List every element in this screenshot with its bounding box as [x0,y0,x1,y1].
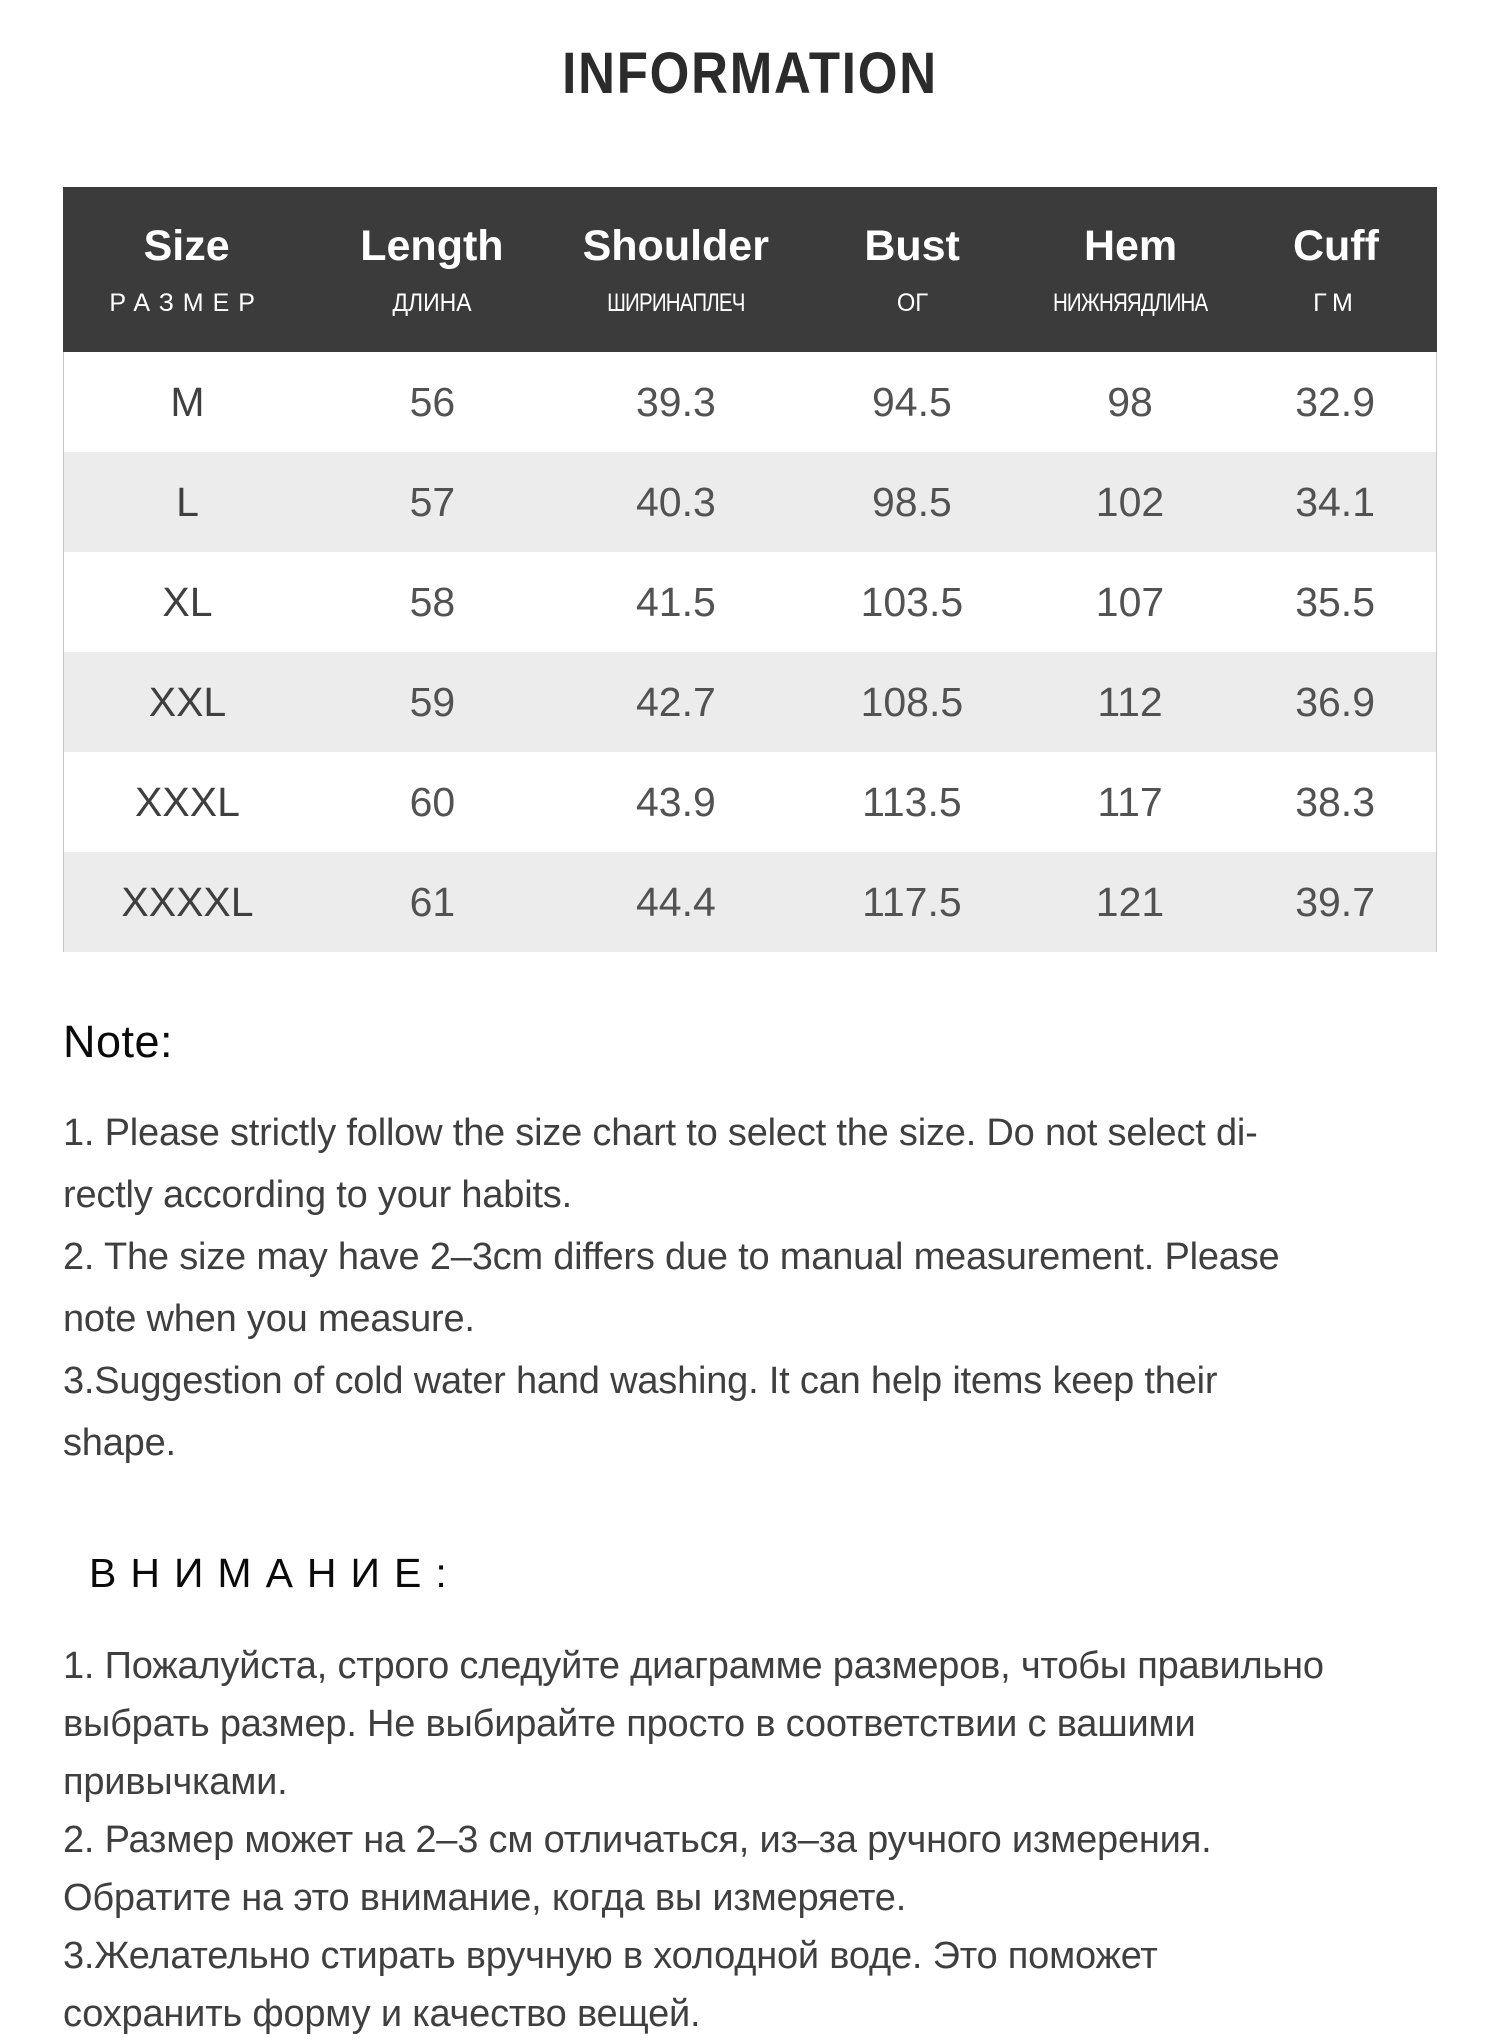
table-row-l [64,452,1436,552]
column-label-ru: НИЖНЯЯДЛИНА [1053,288,1208,317]
measurement-value: 94.5 [871,378,952,425]
measurement-value: 36.9 [1295,678,1376,725]
note-heading-ru: ВНИМАНИЕ: [89,1550,461,1596]
size-label: XXXL [135,778,240,825]
column-label-ru: РАЗМЕР [109,288,264,317]
measurement-value: 58 [409,578,456,625]
note-line: привычками. [63,1761,288,1803]
measurement-value: 98.5 [871,478,952,525]
measurement-value: 43.9 [635,778,716,825]
measurement-value: 35.5 [1295,578,1376,625]
measurement-value: 44.4 [635,878,716,925]
measurement-value: 38.3 [1295,778,1376,825]
column-header-size [63,222,310,318]
table-row-xxxxl [64,852,1436,952]
measurement-value: 34.1 [1295,478,1376,525]
note-line: shape. [63,1422,176,1464]
column-label-en: Length [360,221,504,270]
measurement-value: 39.7 [1295,878,1376,925]
table-row-xxxl [64,752,1436,852]
table-row-m [64,352,1436,452]
measurement-value: 121 [1095,878,1165,925]
size-label: L [176,478,199,525]
size-label: XXL [148,678,227,725]
measurement-value: 98 [1107,378,1153,425]
page-title: INFORMATION [562,41,938,106]
measurement-value: 117 [1097,778,1163,825]
table-row-xxl [64,652,1436,752]
measurement-value: 113.5 [862,778,962,825]
note-line: 3.Suggestion of cold water hand washing. It can help items keep their [63,1360,1218,1402]
column-label-ru: ГМ [1313,288,1359,317]
size-table-header [63,187,1437,352]
column-header-cuff [1235,222,1437,318]
note-line: 1. Пожалуйста, строго следуйте диаграмме размеров, чтобы правильно [63,1645,1324,1687]
note-line: Обратите на это внимание, когда вы измеряете. [63,1877,907,1919]
column-label-en: Shoulder [582,221,769,270]
measurement-value: 41.5 [635,578,716,625]
column-label-en: Size [143,221,230,270]
note-heading-en: Note: [63,1016,174,1067]
measurement-value: 102 [1095,478,1165,525]
measurement-value: 61 [409,878,456,925]
measurement-value: 42.7 [635,678,716,725]
size-label: XXXXL [121,878,254,925]
size-table-body [63,352,1437,952]
measurement-value: 107 [1095,578,1165,625]
column-label-en: Bust [864,221,960,270]
note-line: 1. Please strictly follow the size chart to select the size. Do not select di- [63,1112,1258,1154]
size-label: XL [162,578,213,625]
note-line: rectly according to your habits. [63,1174,572,1216]
column-label-ru: ОГ [896,288,928,317]
note-section-en [63,1016,1437,1474]
column-header-length [310,222,553,318]
measurement-value: 117.5 [862,878,962,925]
note-lines-en [63,1102,1437,1474]
column-header-bust [798,222,1026,318]
column-header-hem [1026,222,1235,318]
note-line: note when you measure. [63,1298,475,1340]
measurement-value: 112 [1097,678,1163,725]
column-label-en: Hem [1083,221,1178,270]
measurement-value: 40.3 [635,478,716,525]
column-label-ru: ШИРИНАПЛЕЧ [607,288,745,317]
measurement-value: 60 [409,778,456,825]
note-lines-ru [63,1637,1437,2043]
note-line: 2. Размер может на 2–3 см отличаться, из–за ручного измерения. [63,1819,1212,1861]
measurement-value: 59 [409,678,456,725]
column-header-shoulder [554,222,799,318]
size-label: M [170,378,205,425]
measurement-value: 56 [409,378,456,425]
column-label-en: Cuff [1292,221,1379,270]
measurement-value: 108.5 [860,678,964,725]
note-line: выбрать размер. Не выбирайте просто в соответствии с вашими [63,1703,1196,1745]
table-row-xl [64,552,1436,652]
note-line: сохранить форму и качество вещей. [63,1993,701,2035]
note-line: 2. The size may have 2–3cm differs due to manual measurement. Please [63,1236,1280,1278]
note-section-ru [63,1550,1437,2043]
measurement-value: 32.9 [1295,378,1376,425]
measurement-value: 39.3 [635,378,716,425]
size-table [63,187,1437,952]
measurement-value: 57 [409,478,456,525]
size-info-sheet [0,40,1500,2040]
note-line: 3.Желательно стирать вручную в холодной воде. Это поможет [63,1935,1158,1977]
measurement-value: 103.5 [860,578,964,625]
column-label-ru: ДЛИНА [392,288,472,317]
